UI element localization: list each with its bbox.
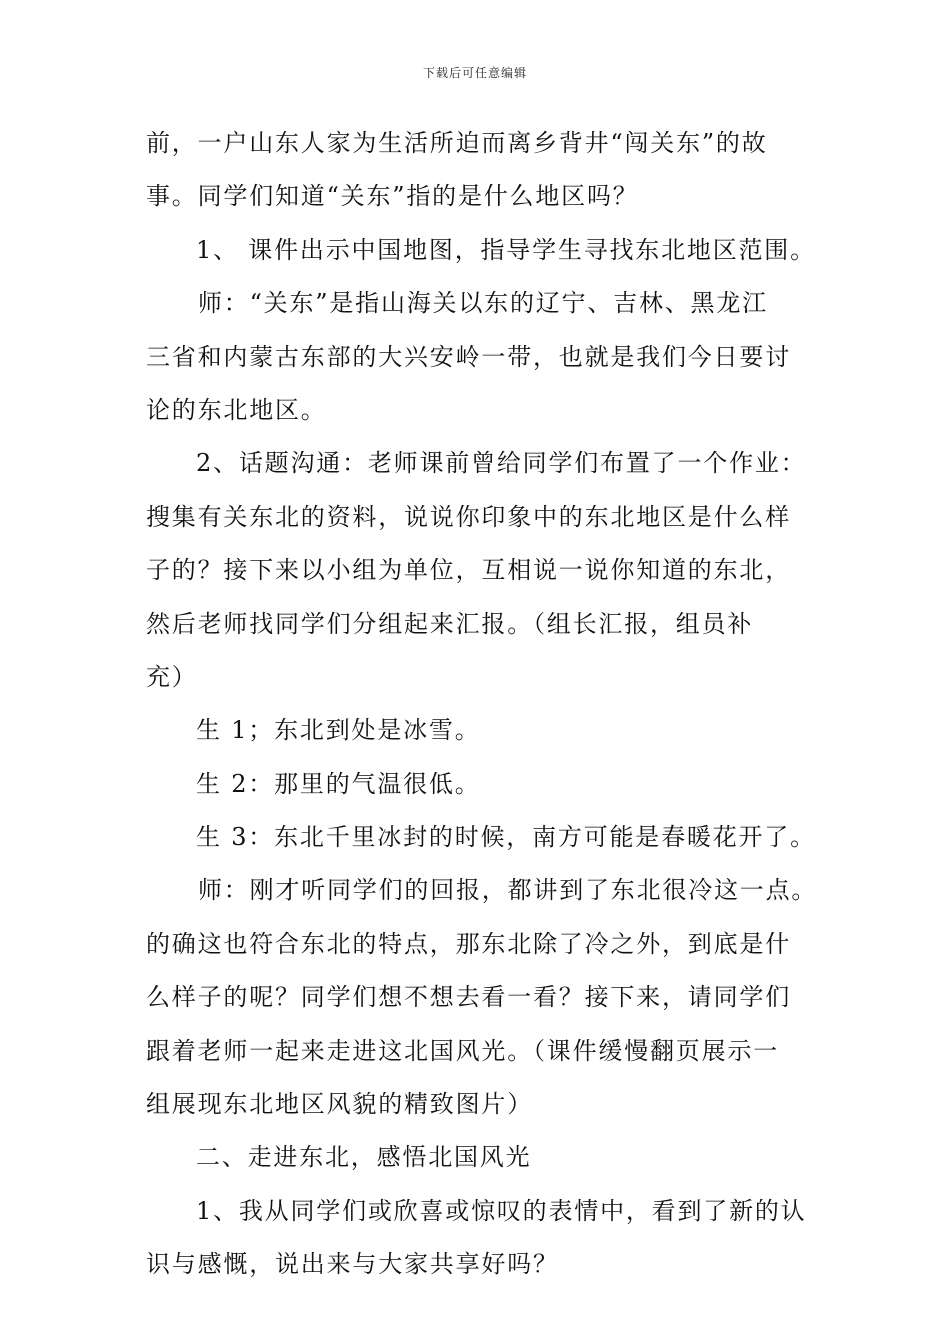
text-line: 前，一户山东人家为生活所迫而离乡背井“闯关东”的故 <box>146 129 768 157</box>
text-line: 三省和内蒙古东部的大兴安岭一带，也就是我们今日要讨 <box>146 342 791 371</box>
section-heading: 二、走进东北，感悟北国风光 <box>196 1143 532 1172</box>
text-line: 子的？接下来以小组为单位，互相说一说你知道的东北， <box>146 556 791 585</box>
text-line: 的确这也符合东北的特点，那东北除了冷之外，到底是什 <box>146 929 791 958</box>
text-line: 么样子的呢？同学们想不想去看一看？接下来，请同学们 <box>146 983 791 1012</box>
text-line: 事。同学们知道“关东”指的是什么地区吗？ <box>146 182 639 211</box>
text-line: 生 2：那里的气温很低。 <box>196 769 481 798</box>
text-line: 2、话题沟通：老师课前曾给同学们布置了一个作业： <box>196 449 807 478</box>
text-line: 组展现东北地区风貌的精致图片） <box>146 1090 533 1119</box>
text-line: 搜集有关东北的资料，说说你印象中的东北地区是什么样 <box>146 502 791 531</box>
text-line: 1、我从同学们或欣喜或惊叹的表情中，看到了新的认 <box>196 1196 807 1225</box>
text-line: 生 3：东北千里冰封的时候，南方可能是春暖花开了。 <box>196 823 816 852</box>
text-line: 论的东北地区。 <box>146 395 327 424</box>
page-header: 下载后可任意编辑 <box>422 66 527 80</box>
text-line: 跟着老师一起来走进这北国风光。（课件缓慢翻页展示一 <box>146 1036 779 1065</box>
text-line: 识与感慨，说出来与大家共享好吗？ <box>146 1250 559 1279</box>
text-line: 师：刚才听同学们的回报，都讲到了东北很冷这一点。 <box>198 876 818 905</box>
text-line: 生 1；东北到处是冰雪。 <box>196 716 481 745</box>
text-line: 充） <box>146 662 198 691</box>
text-line: 然后老师找同学们分组起来汇报。（组长汇报，组员补 <box>146 609 754 638</box>
text-line: 师：“关东”是指山海关以东的辽宁、吉林、黑龙江 <box>198 289 768 318</box>
document-body <box>146 128 826 1303</box>
text-line: 1、 课件出示中国地图，指导学生寻找东北地区范围。 <box>196 235 816 264</box>
